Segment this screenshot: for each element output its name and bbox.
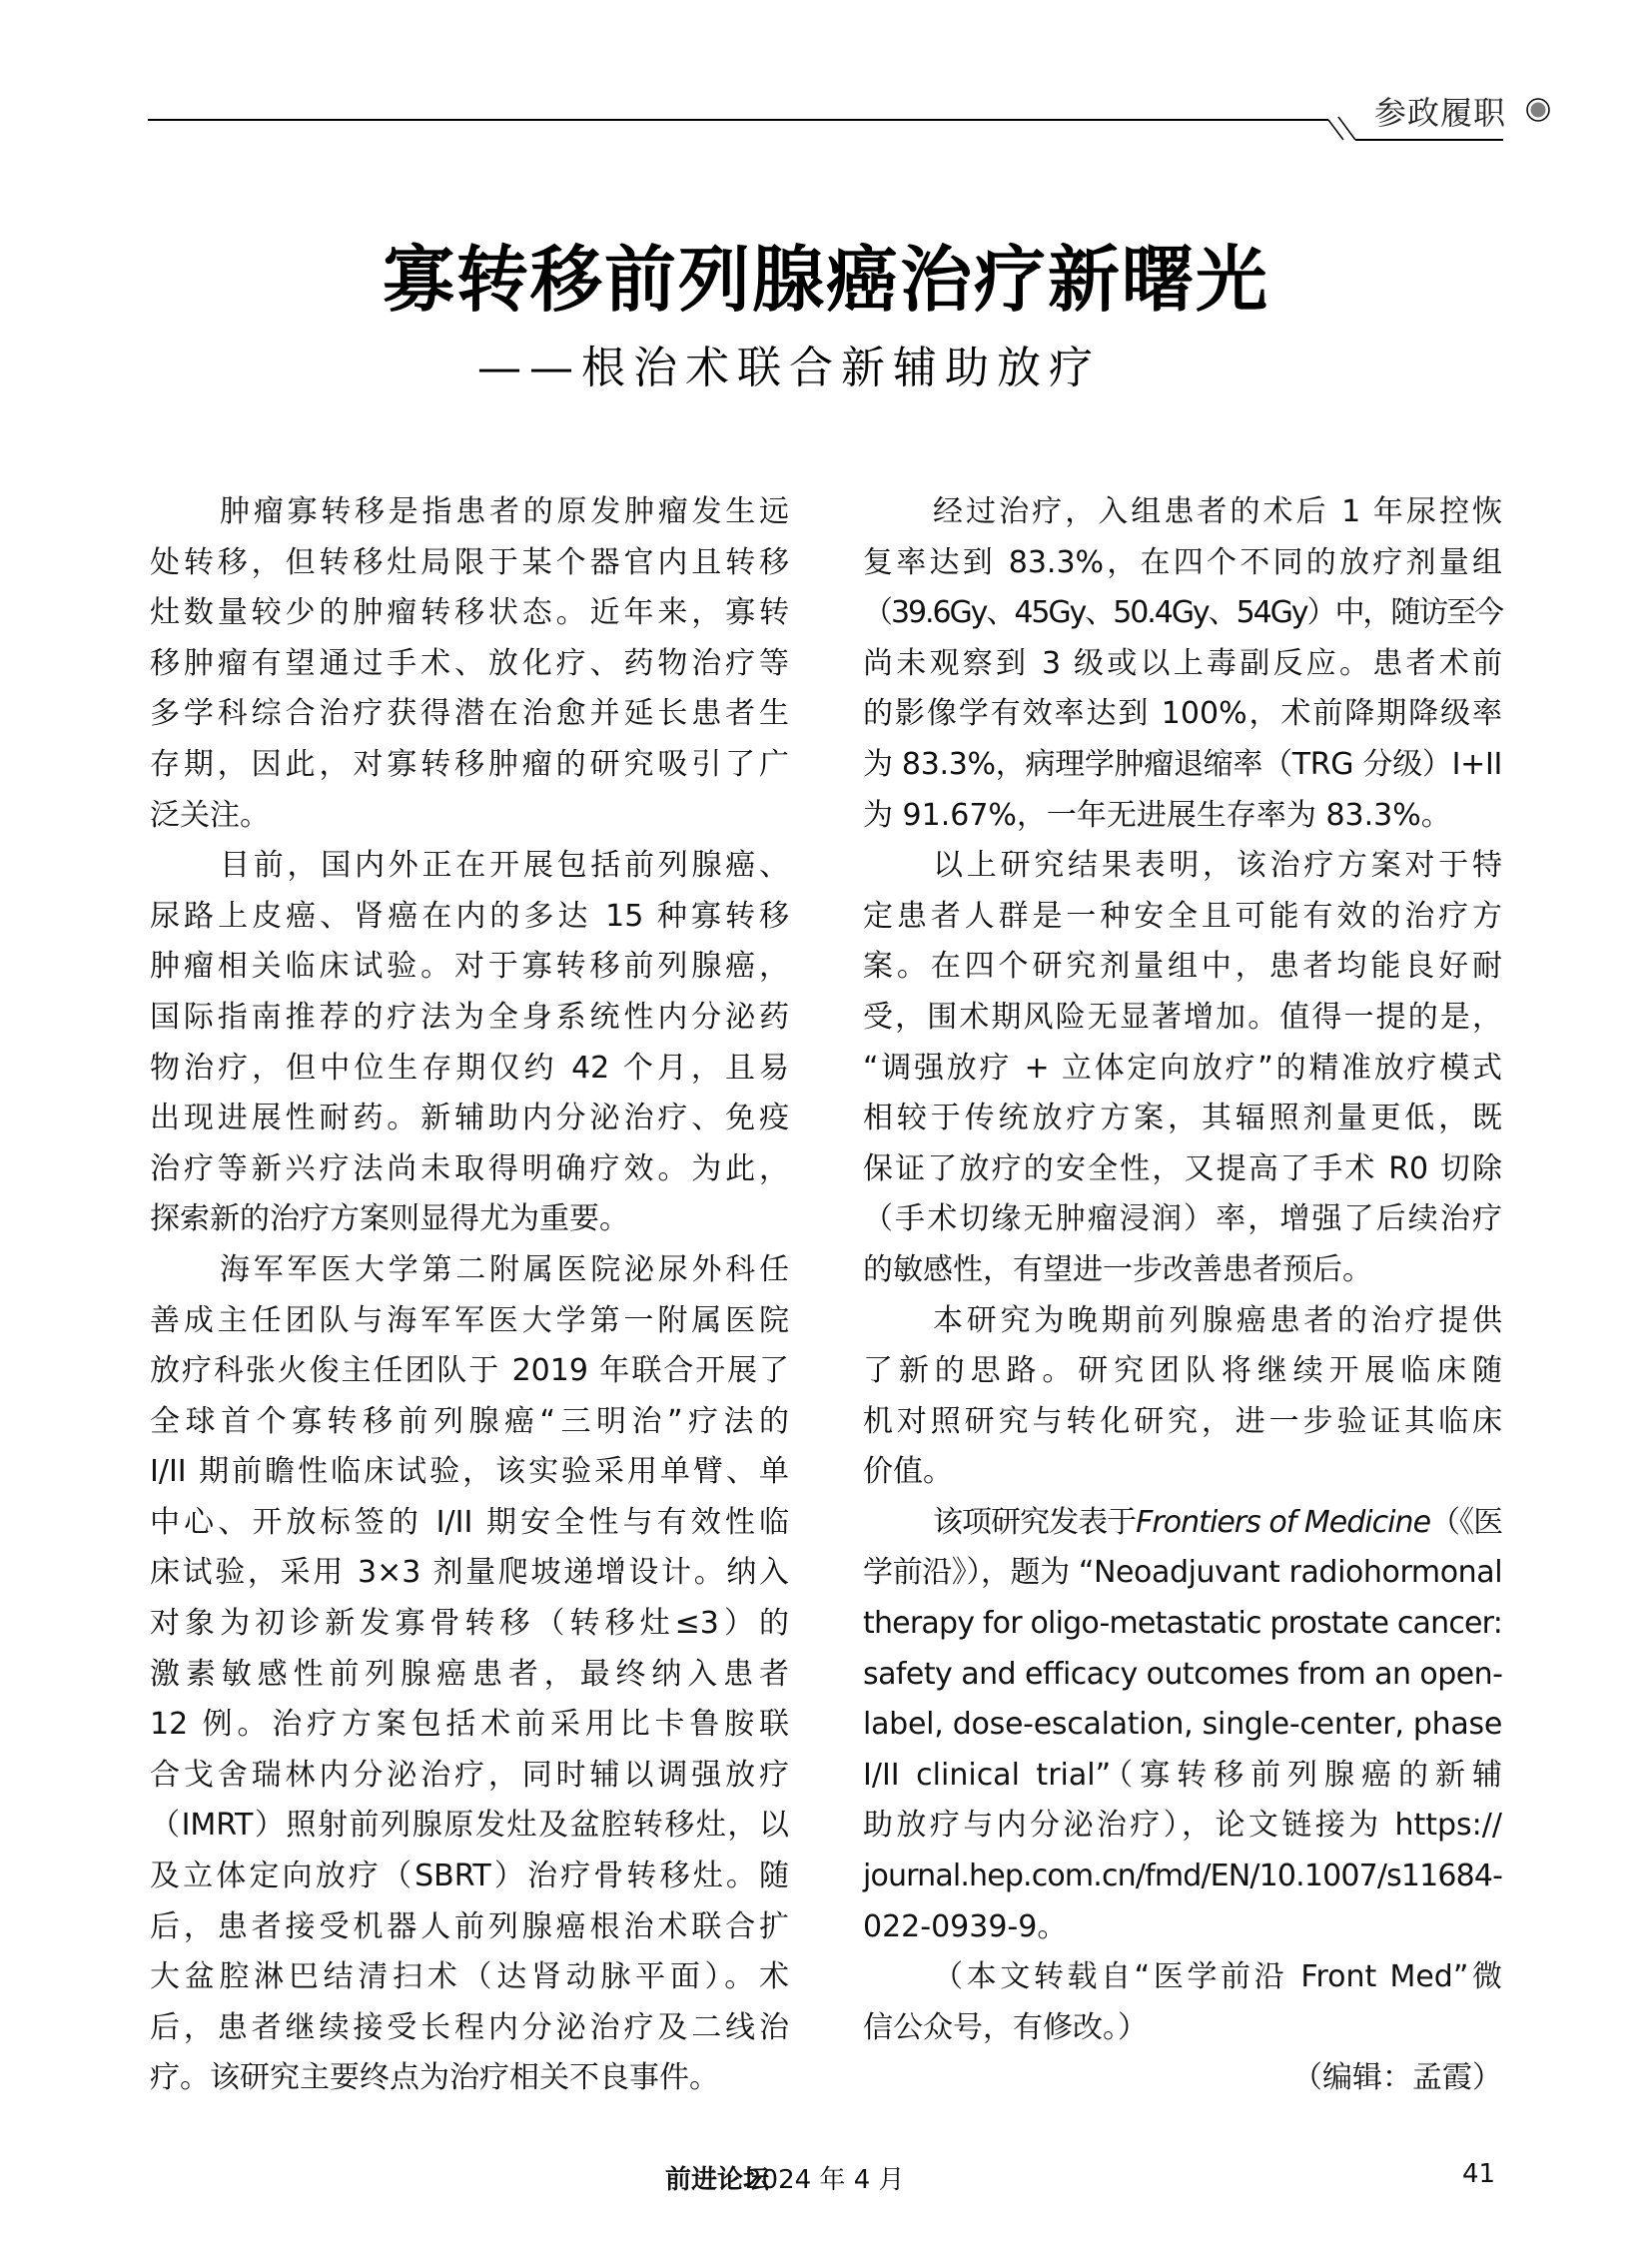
text-line-content: therapy for oligo-metastatic prostate cancer: [863, 1606, 1502, 1642]
text-line [863, 487, 1502, 538]
text-line [863, 538, 1502, 589]
circle-bullet-icon [1527, 99, 1549, 121]
text-line [150, 841, 789, 892]
text-line-content: 尚未观察到 3 级或以上毒副反应。患者术前 [863, 645, 1502, 681]
text-line [863, 1599, 1502, 1650]
text-line [150, 1144, 789, 1195]
text-line-content: （IMRT）照射前列腺原发灶及盆腔转移灶，以 [150, 1808, 789, 1844]
text-line [150, 1245, 789, 1296]
text-line-suffix: （《医 [1430, 1504, 1503, 1540]
text-line-content: 激素敏感性前列腺癌患者，最终纳入患者 [150, 1656, 789, 1692]
text-line-content: 相较于传统放疗方案，其辐照剂量更低，既 [863, 1101, 1502, 1136]
text-line-content: I/II 期前瞻性临床试验，该实验采用单臂、单 [150, 1454, 789, 1490]
text-line-content: 探索新的治疗方案则显得尤为重要。 [150, 1201, 629, 1237]
text-line-content: I/II clinical trial”（寡转移前列腺癌的新辅 [863, 1757, 1502, 1793]
text-line-content: 泛关注。 [150, 797, 270, 833]
text-line-content: 移肿瘤有望通过手术、放化疗、药物治疗等 [150, 645, 789, 681]
text-line [150, 2053, 789, 2104]
text-line-content: 以上研究结果表明，该治疗方案对于特 [933, 848, 1502, 884]
text-line [863, 1447, 1502, 1498]
text-line-content: 022-0939-9。 [863, 1908, 1068, 1944]
text-line [863, 1296, 1502, 1347]
text-line [863, 993, 1502, 1044]
text-line [150, 487, 789, 538]
text-line [150, 791, 789, 842]
text-line-content: 疗。该研究主要终点为治疗相关不良事件。 [150, 2060, 719, 2096]
journal-name-italic: Frontiers of Medicine [1136, 1504, 1431, 1540]
text-line [150, 740, 789, 791]
text-line [150, 993, 789, 1044]
text-line [863, 1751, 1502, 1802]
text-line-content: 出现进展性耐药。新辅助内分泌治疗、免疫 [150, 1101, 789, 1136]
text-line-content: 大盆腔淋巴结清扫术（达肾动脉平面）。术 [150, 1959, 789, 1995]
text-line-content: 的敏感性，有望进一步改善患者预后。 [863, 1251, 1372, 1287]
text-line [863, 841, 1502, 892]
text-line-content: 中心、开放标签的 I/II 期安全性与有效性临 [150, 1504, 789, 1540]
text-line [150, 942, 789, 993]
text-line-content: 肿瘤相关临床试验。对于寡转移前列腺癌， [150, 949, 789, 985]
text-line [150, 1044, 789, 1095]
text-line [863, 1144, 1502, 1195]
text-line [863, 689, 1502, 740]
text-line-content: 助放疗与内分泌治疗），论文链接为 https:// [863, 1808, 1502, 1844]
text-line [150, 1599, 789, 1650]
text-line [863, 1801, 1502, 1852]
text-line [150, 1548, 789, 1599]
text-line [150, 1650, 789, 1701]
text-line-content: 为 83.3%，病理学肿瘤退缩率（TRG 分级）I+II [863, 746, 1503, 782]
text-line-content: journal.hep.com.cn/fmd/EN/10.1007/s11684- [863, 1859, 1503, 1894]
text-line [863, 2053, 1502, 2104]
text-line [150, 689, 789, 740]
text-line-content: 后，患者接受机器人前列腺癌根治术联合扩 [150, 1908, 789, 1944]
text-line-content: 尿路上皮癌、肾癌在内的多达 15 种寡转移 [150, 898, 789, 934]
text-line-content: 机对照研究与转化研究，进一步验证其临床 [863, 1403, 1502, 1439]
text-line-content: 及立体定向放疗（SBRT）治疗骨转移灶。随 [150, 1859, 789, 1894]
text-line-content: safety and efficacy outcomes from an open- [863, 1656, 1503, 1692]
text-line [150, 1447, 789, 1498]
text-line [863, 1498, 1502, 1549]
text-line [863, 1044, 1502, 1095]
header-rule-break-1 [1328, 120, 1343, 140]
text-line [150, 1296, 789, 1347]
text-line-content: 案。在四个研究剂量组中，患者均能良好耐 [863, 949, 1502, 985]
text-line-content: （39.6Gy、45Gy、50.4Gy、54Gy）中，随访至今 [863, 595, 1503, 631]
header-rule [0, 0, 1652, 160]
footer-journal-name: 前进论坛 [665, 2165, 770, 2195]
text-line-content: （本文转载自“医学前沿 Front Med”微 [933, 1959, 1502, 1995]
text-line-content: 了新的思路。研究团队将继续开展临床随 [863, 1353, 1502, 1389]
text-line [863, 1952, 1502, 2003]
text-line-content: 放疗科张火俊主任团队于 2019 年联合开展了 [150, 1353, 789, 1389]
text-line-content: 对象为初诊新发寡骨转移（转移灶≤3）的 [150, 1606, 789, 1642]
text-line [863, 1346, 1502, 1397]
text-line-content: 善成主任团队与海军军医大学第一附属医院 [150, 1302, 789, 1338]
text-line [863, 2003, 1502, 2054]
section-label: 参政履职 [1374, 94, 1507, 132]
text-line [150, 639, 789, 690]
text-line [863, 740, 1502, 791]
footer-date: 2024 年 4 月 [745, 2165, 905, 2195]
text-line-content: 保证了放疗的安全性，又提高了手术 R0 切除 [863, 1150, 1502, 1186]
text-line [863, 1650, 1502, 1701]
text-line [863, 1700, 1502, 1751]
text-line [863, 791, 1502, 842]
article-title: 寡转移前列腺癌治疗新曙光 [382, 238, 1269, 322]
text-line [863, 942, 1502, 993]
text-line-content: 床试验，采用 3×3 剂量爬坡递增设计。纳入 [150, 1555, 789, 1591]
text-line-content: 12 例。治疗方案包括术前采用比卡鲁胺联 [150, 1707, 789, 1743]
text-line-content: 本研究为晚期前列腺癌患者的治疗提供 [933, 1302, 1502, 1338]
text-line [150, 538, 789, 589]
text-line-content: （手术切缘无肿瘤浸润）率，增强了后续治疗 [863, 1201, 1502, 1237]
page-number: 41 [1462, 2159, 1496, 2189]
left-column [150, 487, 789, 2104]
text-line-content: 受，围术期风险无显著增加。值得一提的是， [863, 999, 1502, 1035]
text-line [150, 1751, 789, 1802]
text-line [150, 1952, 789, 2003]
text-line [150, 1700, 789, 1751]
text-line-content: 存期，因此，对寡转移肿瘤的研究吸引了广 [150, 746, 789, 782]
text-line [863, 588, 1502, 639]
text-line-content: 灶数量较少的肿瘤转移状态。近年来，寡转 [150, 595, 789, 631]
text-line [150, 588, 789, 639]
text-line [150, 1902, 789, 1953]
text-line-content: 全球首个寡转移前列腺癌“三明治”疗法的 [150, 1403, 789, 1439]
text-line-content: 国际指南推荐的疗法为全身系统性内分泌药 [150, 999, 789, 1035]
text-line [150, 1346, 789, 1397]
text-line [863, 1094, 1502, 1144]
text-line [150, 1397, 789, 1448]
right-column [863, 487, 1502, 2104]
text-line-content: 多学科综合治疗获得潜在治愈并延长患者生 [150, 696, 789, 732]
text-line [863, 1548, 1502, 1599]
text-line-content: 治疗等新兴疗法尚未取得明确疗效。为此， [150, 1150, 789, 1186]
text-line [150, 1194, 789, 1245]
text-line [150, 2003, 789, 2054]
text-line-content: 合戈舍瑞林内分泌治疗，同时辅以调强放疗 [150, 1757, 789, 1793]
text-line-content: 该项研究发表于 [933, 1504, 1137, 1540]
text-line-content: 经过治疗，入组患者的术后 1 年尿控恢 [933, 494, 1502, 529]
text-line-content: 价值。 [863, 1454, 953, 1490]
text-line [863, 892, 1502, 943]
text-line-content: 海军军医大学第二附属医院泌尿外科任 [220, 1251, 789, 1287]
article-subtitle: ——根治术联合新辅助放疗 [477, 343, 1101, 393]
text-line-content: 定患者人群是一种安全且可能有效的治疗方 [863, 898, 1502, 934]
text-line-content: （编辑：孟霞） [1292, 2060, 1502, 2096]
text-line [863, 1397, 1502, 1448]
text-line-content: 后，患者继续接受长程内分泌治疗及二线治 [150, 2009, 789, 2045]
text-line [150, 1801, 789, 1852]
text-line [150, 892, 789, 943]
text-line-content: 信公众号，有修改。） [863, 2009, 1148, 2045]
text-line [863, 639, 1502, 690]
text-line-content: label, dose-escalation, single-center, phase [863, 1707, 1503, 1743]
text-line [863, 1852, 1502, 1902]
text-line [863, 1245, 1502, 1296]
text-line [150, 1498, 789, 1549]
text-line [863, 1902, 1502, 1953]
text-line-content: “调强放疗 + 立体定向放疗”的精准放疗模式 [863, 1050, 1502, 1086]
text-line-content: 复率达到 83.3%，在四个不同的放疗剂量组 [863, 544, 1502, 580]
text-line-content: 物治疗，但中位生存期仅约 42 个月，且易 [150, 1050, 789, 1086]
text-line-content: 肿瘤寡转移是指患者的原发肿瘤发生远 [220, 494, 789, 529]
text-line [863, 1194, 1502, 1245]
text-line-content: 学前沿》），题为 “Neoadjuvant radiohormonal [863, 1555, 1503, 1591]
text-line-content: 目前，国内外正在开展包括前列腺癌、 [220, 848, 789, 884]
text-line-content: 处转移，但转移灶局限于某个器官内且转移 [150, 544, 789, 580]
text-line-content: 为 91.67%，一年无进展生存率为 83.3%。 [863, 797, 1451, 833]
text-line [150, 1852, 789, 1902]
text-line [150, 1094, 789, 1144]
text-line-content: 的影像学有效率达到 100%，术前降期降级率 [863, 696, 1502, 732]
